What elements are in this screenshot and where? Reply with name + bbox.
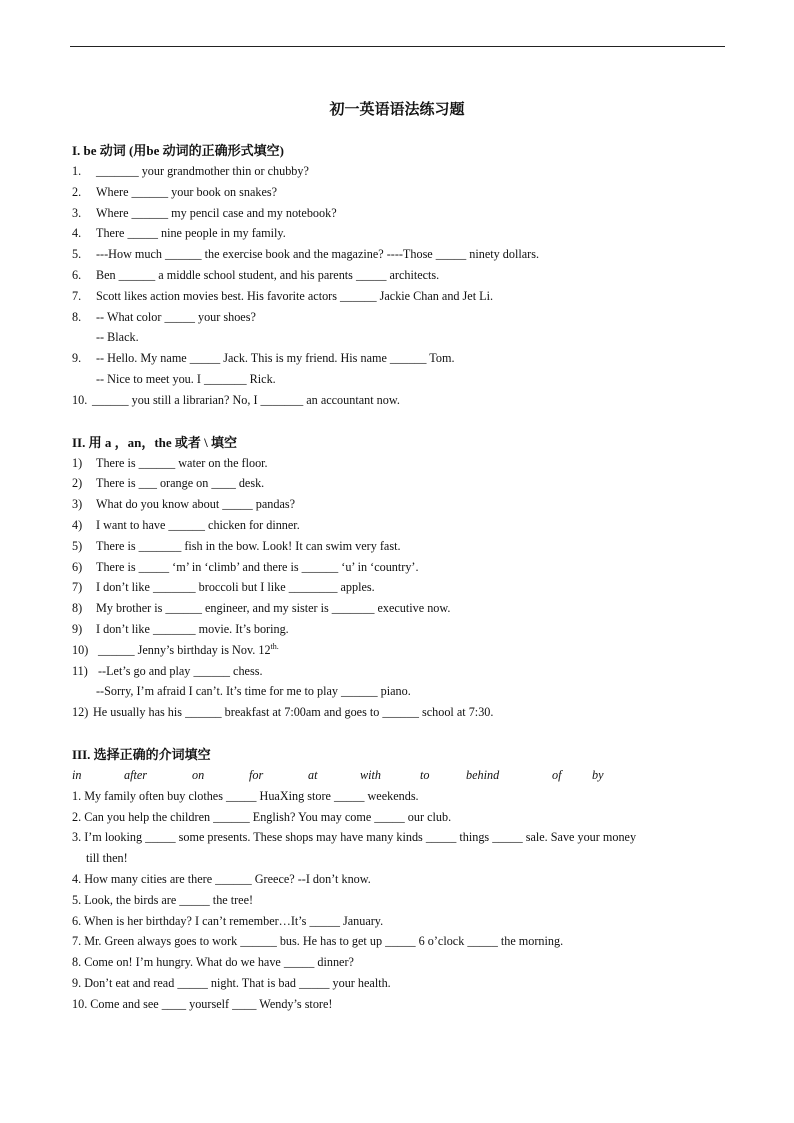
question-text: There _____ nine people in my family.: [96, 226, 286, 241]
question-text: --Sorry, I’m afraid I can’t. It’s time for me to play ______ piano.: [96, 684, 411, 699]
question-text: Where ______ your book on snakes?: [96, 184, 278, 199]
section-prepositions: [72, 745, 732, 1015]
question-line: [72, 536, 732, 557]
section-heading: II. 用 a ，an，the 或者 \ 填空: [72, 434, 238, 450]
question-line: [72, 473, 732, 494]
question-line: [72, 640, 732, 661]
question-line: [72, 223, 732, 244]
question-number: 6.: [72, 267, 82, 282]
question-text: Scott likes action movies best. His favorite actors ______ Jackie Chan and Jet Li.: [96, 288, 494, 303]
word-bank-item: of: [552, 767, 562, 782]
question-text: There is ______ water on the floor.: [96, 455, 268, 470]
question-line: [72, 494, 732, 515]
question-number: 2): [72, 476, 83, 491]
section-heading: III. 选择正确的介词填空: [72, 746, 211, 762]
question-text: -- Nice to meet you. I _______ Rick.: [96, 371, 276, 386]
question-text: ---How much ______ the exercise book and the magazine? ----Those _____ ninety dollars.: [96, 247, 540, 262]
question-line: [72, 557, 732, 578]
section-gap: [72, 723, 732, 745]
question-line: 3. I’m looking _____ some presents. These shops may have many kinds _____ things _____ sale. Save your money: [72, 830, 637, 845]
question-number: 5): [72, 538, 83, 553]
question-number: 11): [72, 663, 88, 678]
question-text: There is _____ ‘m’ in ‘climb’ and there is ______ ‘u’ in ‘country’.: [96, 559, 419, 574]
question-line: 6. When is her birthday? I can’t remember…It’s _____ January.: [72, 913, 384, 928]
question-line: [72, 661, 732, 682]
question-line: [72, 577, 732, 598]
question-number: 4): [72, 517, 83, 532]
question-number: 1): [72, 455, 83, 470]
section-gap: [72, 411, 732, 433]
question-line: [72, 390, 732, 411]
question-text: There is _______ fish in the bow. Look! It can swim very fast.: [96, 538, 401, 553]
question-line: [72, 286, 732, 307]
word-bank-item: for: [249, 767, 264, 782]
word-bank-item: behind: [466, 767, 500, 782]
question-text: Where ______ my pencil case and my notebook?: [96, 205, 337, 220]
question-number: 3): [72, 497, 83, 512]
question-line: [72, 348, 732, 369]
question-number: 10.: [72, 392, 88, 407]
question-number: 5.: [72, 247, 82, 262]
word-bank-item: at: [308, 767, 318, 782]
question-text: --Let’s go and play ______ chess.: [98, 663, 263, 678]
question-number: 12): [72, 705, 89, 720]
question-line: [72, 619, 732, 640]
word-bank: [72, 765, 732, 786]
question-line: 10. Come and see ____ yourself ____ Wendy’s store!: [72, 996, 333, 1011]
question-number: 10): [72, 642, 89, 657]
worksheet-body: [72, 141, 732, 1014]
question-number: 8): [72, 601, 83, 616]
question-number: 9): [72, 621, 83, 636]
word-bank-item: to: [420, 767, 430, 782]
question-line: 4. How many cities are there ______ Greece? --I don’t know.: [72, 871, 371, 886]
section-be-verb: [72, 141, 732, 411]
question-text: I don’t like _______ broccoli but I like ________ apples.: [96, 580, 375, 595]
question-text: -- Black.: [96, 330, 139, 345]
question-number: 8.: [72, 309, 82, 324]
question-number: 7.: [72, 288, 82, 303]
word-bank-item: in: [72, 767, 82, 782]
question-text: ______ Jenny’s birthday is Nov. 12: [98, 642, 271, 657]
question-line: [72, 515, 732, 536]
word-bank-item: with: [360, 767, 381, 782]
question-line: 1. My family often buy clothes _____ HuaXing store _____ weekends.: [72, 788, 419, 803]
question-continuation: till then!: [86, 851, 128, 866]
question-number: 2.: [72, 184, 82, 199]
question-text: I don’t like _______ movie. It’s boring.: [96, 621, 289, 636]
question-line: 2. Can you help the children ______ English? You may come _____ our club.: [72, 809, 452, 824]
question-text: -- Hello. My name _____ Jack. This is my friend. His name ______ Tom.: [96, 351, 455, 366]
header-rule: [70, 46, 725, 47]
question-text: What do you know about _____ pandas?: [96, 497, 296, 512]
question-text: I want to have ______ chicken for dinner.: [96, 517, 300, 532]
question-text: -- What color _____ your shoes?: [96, 309, 256, 324]
superscript-suffix: th.: [270, 641, 279, 651]
question-text: Ben ______ a middle school student, and his parents _____ architects.: [96, 267, 440, 282]
question-line: [72, 702, 732, 723]
word-bank-item: after: [124, 767, 148, 782]
question-number: 1.: [72, 164, 82, 178]
question-text: He usually has his ______ breakfast at 7:00am and goes to ______ school at 7:30.: [93, 705, 494, 720]
question-line: [72, 161, 732, 182]
question-line: 9. Don’t eat and read _____ night. That is bad _____ your health.: [72, 975, 391, 990]
question-number: 7): [72, 580, 83, 595]
question-line: [72, 598, 732, 619]
question-line: 7. Mr. Green always goes to work ______ bus. He has to get up _____ 6 o’clock _____ the morning.: [72, 934, 564, 949]
question-text: _______ your grandmother thin or chubby?: [96, 164, 309, 178]
word-bank-item: by: [592, 767, 604, 782]
question-number: 4.: [72, 226, 82, 241]
question-number: 3.: [72, 205, 82, 220]
question-line: [72, 265, 732, 286]
question-line: [72, 244, 732, 265]
question-continuation: [72, 681, 732, 702]
question-continuation: [72, 327, 732, 348]
question-continuation: [72, 369, 732, 390]
question-text: There is ___ orange on ____ desk.: [96, 476, 265, 491]
question-line: 8. Come on! I’m hungry. What do we have _____ dinner?: [72, 955, 354, 970]
question-text: My brother is ______ engineer, and my sister is _______ executive now.: [96, 601, 451, 616]
question-line: [72, 182, 732, 203]
question-line: [72, 203, 732, 224]
page-title: 初一英语语法练习题: [329, 102, 465, 118]
question-text: ______ you still a librarian? No, I _______ an accountant now.: [92, 392, 400, 407]
question-line: [72, 453, 732, 474]
section-heading: I. be 动词 (用be 动词的正确形式填空): [72, 143, 284, 158]
question-line: 5. Look, the birds are _____ the tree!: [72, 892, 254, 907]
question-number: 9.: [72, 351, 82, 366]
question-line: [72, 307, 732, 328]
question-number: 6): [72, 559, 83, 574]
section-articles: [72, 433, 732, 723]
word-bank-item: on: [192, 767, 205, 782]
